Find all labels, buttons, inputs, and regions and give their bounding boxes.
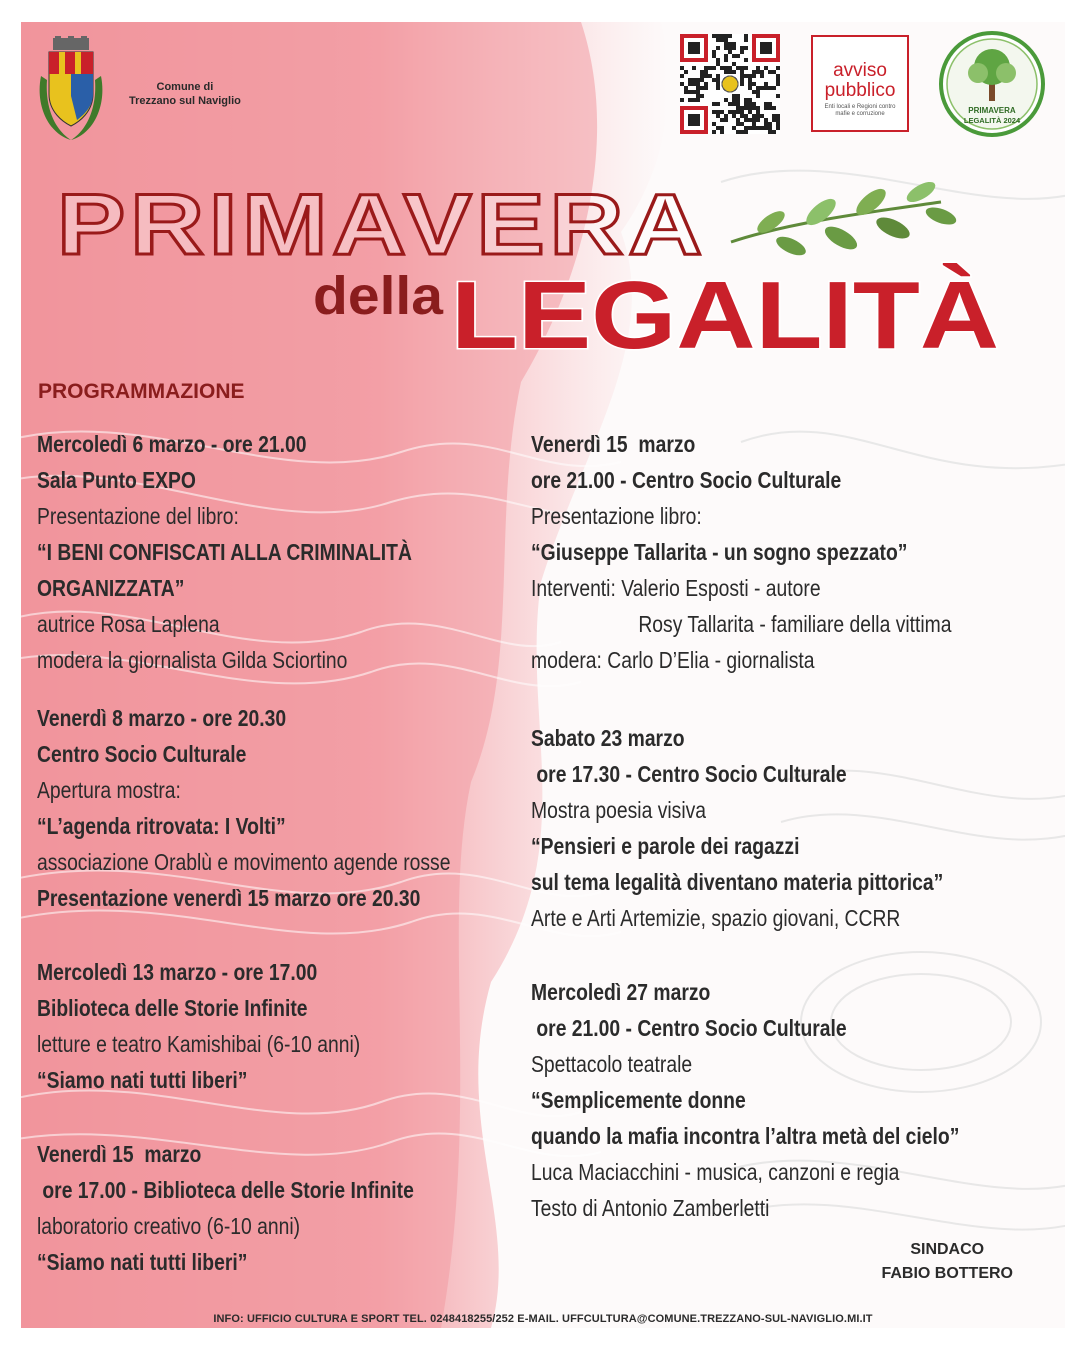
sindaco-name: FABIO BOTTERO [881,1265,1013,1282]
sindaco-role: SINDACO [910,1241,985,1258]
event-line: “Giuseppe Tallarita - un sogno spezzato” [531,539,908,565]
event-line: ore 21.00 - Centro Socio Culturale [531,1015,847,1041]
event-line: Venerdì 8 marzo - ore 20.30 [37,705,287,731]
event-line: ore 17.00 - Biblioteca delle Storie Infinite [37,1177,414,1203]
footer-info: INFO: UFFICIO CULTURA E SPORT TEL. 0248418255/252 E-MAIL. UFFCULTURA@COMUNE.TREZZANO-SUL-NAVIGLIO.MI.IT [213,1313,873,1325]
title-della: della [313,266,445,326]
event-line: “Siamo nati tutti liberi” [37,1067,248,1093]
event-line: ore 21.00 - Centro Socio Culturale [531,467,842,493]
event-line: “Pensieri e parole dei ragazzi [531,833,800,859]
event-line: Sala Punto EXPO [37,467,196,493]
event-line: Spettacolo teatrale [531,1051,693,1077]
comune-crest-icon [35,36,107,148]
event-block [531,426,1041,678]
event-line: associazione Orablù e movimento agende rosse [37,849,451,875]
event-line: laboratorio creativo (6-10 anni) [37,1213,301,1239]
event-line: ORGANIZZATA” [37,575,185,601]
event-block [531,720,1041,936]
event-line: Mercoledì 13 marzo - ore 17.00 [37,959,318,985]
poster [21,22,1065,1328]
event-line: Presentazione libro: [531,503,702,529]
event-line: quando la mafia incontra l’altra metà del cielo” [531,1123,960,1149]
event-line: Mostra poesia visiva [531,797,707,823]
event-block [531,974,1041,1226]
logo-text-1: PRIMAVERA [968,106,1016,115]
event-line: Interventi: Valerio Esposti - autore [531,575,821,601]
primavera-legalita-logo [938,31,1046,137]
event-block [37,426,529,678]
logo-text-2: LEGALITÀ 2024 [963,116,1021,125]
left-column [37,426,529,1280]
event-block [37,700,529,916]
event-line: Biblioteca delle Storie Infinite [37,995,308,1021]
qr-code[interactable] [679,34,781,134]
event-line: modera la giornalista Gilda Sciortino [37,647,348,673]
avviso-pubblico-logo: avviso pubblico Enti locali e Regioni contro mafie e corruzione [811,35,909,132]
right-column [531,426,1041,1226]
event-line: autrice Rosa Laplena [37,611,220,637]
olive-branch-icon [731,178,958,259]
event-line: Centro Socio Culturale [37,741,247,767]
title-primavera: PRIMAVERA [57,177,707,273]
event-line: Mercoledì 6 marzo - ore 21.00 [37,431,307,457]
event-line: “Semplicemente donne [531,1087,746,1113]
title-legalita: LEGALITÀ [451,262,999,362]
event-line: Apertura mostra: [37,777,181,803]
event-line: Sabato 23 marzo [531,725,685,751]
event-line: “Siamo nati tutti liberi” [37,1249,248,1275]
sindaco-signature [881,1238,1013,1286]
event-line: Venerdì 15 marzo [37,1141,202,1167]
section-heading: PROGRAMMAZIONE [38,380,245,403]
event-line: letture e teatro Kamishibai (6-10 anni) [37,1031,361,1057]
event-line: ore 17.30 - Centro Socio Culturale [531,761,847,787]
event-line: Arte e Arti Artemizie, spazio giovani, CCRR [531,905,901,931]
event-line: Venerdì 15 marzo [531,431,696,457]
event-line: modera: Carlo D’Elia - giornalista [531,647,815,673]
event-line: “I BENI CONFISCATI ALLA CRIMINALITÀ [37,539,412,565]
main-title [51,162,1011,362]
event-line: Rosy Tallarita - familiare della vittima [531,611,952,637]
comune-label: Comune di Trezzano sul Naviglio [129,81,241,107]
event-line: Presentazione del libro: [37,503,239,529]
event-line: Mercoledì 27 marzo [531,979,711,1005]
event-line: “L’agenda ritrovata: I Volti” [37,813,286,839]
event-line: Presentazione venerdì 15 marzo ore 20.30 [37,885,421,911]
event-line: Luca Maciacchini - musica, canzoni e regia [531,1159,900,1185]
event-line: sul tema legalità diventano materia pittorica” [531,869,944,895]
event-block [37,1136,529,1280]
event-block [37,954,529,1098]
event-line: Testo di Antonio Zamberletti [531,1195,770,1221]
